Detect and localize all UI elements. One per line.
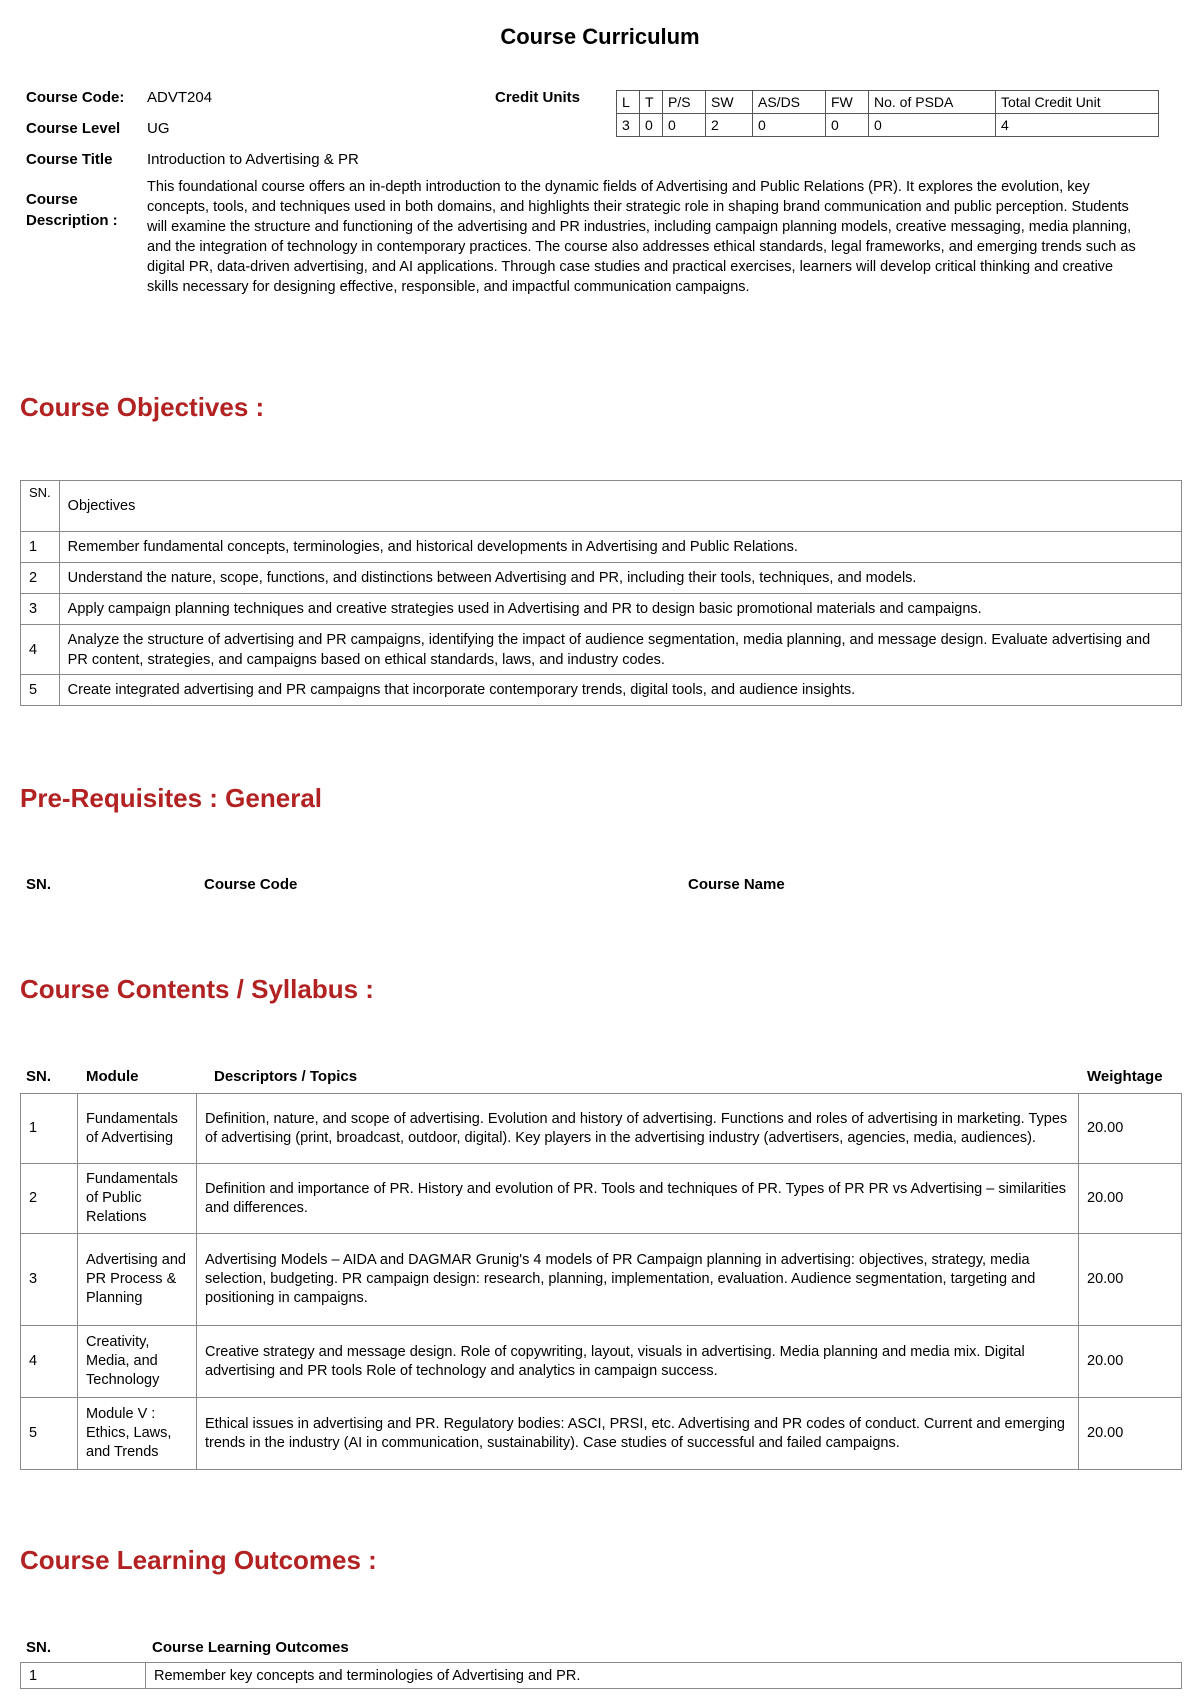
course-title-label: Course Title — [26, 151, 113, 168]
credit-header-cell: Total Credit Unit — [996, 91, 1159, 114]
syllabus-topics: Ethical issues in advertising and PR. Regulatory bodies: ASCI, PRSI, etc. Advertising and PR codes of conduct. Current and emerging trends in the industry (AI in communication, sustainability). Case studies of successful and failed campaigns. — [197, 1398, 1079, 1470]
table-row — [21, 1326, 1182, 1398]
course-title-value: Introduction to Advertising & PR — [147, 151, 359, 168]
objective-text: Analyze the structure of advertising and PR campaigns, identifying the impact of audience segmentation, media planning, and message design. Evaluate advertising and PR content, strategies, and campaigns based on ethical standards, laws, and industry codes. — [59, 625, 1181, 675]
syllabus-sn: 4 — [21, 1326, 78, 1398]
syllabus-topics-header: Descriptors / Topics — [214, 1068, 358, 1085]
objective-sn: 2 — [21, 563, 60, 594]
credit-value-cell: 0 — [640, 114, 663, 137]
credit-header-cell: L — [617, 91, 640, 114]
page-title: Course Curriculum — [500, 24, 700, 49]
credit-value-cell: 2 — [706, 114, 753, 137]
outcomes-sn-header: SN. — [26, 1639, 52, 1656]
syllabus-weight: 20.00 — [1079, 1094, 1182, 1164]
prereq-sn-header: SN. — [26, 876, 52, 893]
syllabus-weight: 20.00 — [1079, 1164, 1182, 1234]
syllabus-weight: 20.00 — [1079, 1234, 1182, 1326]
outcomes-table — [20, 1662, 1182, 1689]
objectives-heading: Course Objectives : — [20, 392, 265, 422]
credit-value-cell: 0 — [869, 114, 996, 137]
syllabus-topics: Definition and importance of PR. History and evolution of PR. Tools and techniques of PR. Types of PR PR vs Advertising – similarities and differences. — [197, 1164, 1079, 1234]
syllabus-heading: Course Contents / Syllabus : — [20, 974, 374, 1004]
credit-value-cell: 0 — [753, 114, 826, 137]
course-description-label: Course Description : — [26, 191, 118, 229]
syllabus-module: Creativity, Media, and Technology — [78, 1326, 197, 1398]
syllabus-topics: Creative strategy and message design. Role of copywriting, layout, visuals in advertising. Media planning and media mix. Digital advertising and PR tools Role of technology and analytics in campaign success. — [197, 1326, 1079, 1398]
syllabus-weight: 20.00 — [1079, 1398, 1182, 1470]
table-row — [21, 594, 1182, 625]
syllabus-sn: 3 — [21, 1234, 78, 1326]
course-code-label: Course Code: — [26, 89, 125, 106]
objective-text: Understand the nature, scope, functions, and distinctions between Advertising and PR, including their tools, techniques, and models. — [59, 563, 1181, 594]
table-row — [21, 532, 1182, 563]
objectives-sn-header: SN. — [21, 481, 60, 532]
objectives-text-header: Objectives — [59, 481, 1181, 532]
course-level-value: UG — [147, 120, 170, 137]
syllabus-sn: 1 — [21, 1094, 78, 1164]
objective-sn: 3 — [21, 594, 60, 625]
credit-units-table — [616, 90, 1159, 137]
table-row — [21, 563, 1182, 594]
credit-header-cell: No. of PSDA — [869, 91, 996, 114]
syllabus-sn: 2 — [21, 1164, 78, 1234]
credit-header-cell: FW — [826, 91, 869, 114]
objective-text: Create integrated advertising and PR campaigns that incorporate contemporary trends, digital tools, and audience insights. — [59, 675, 1181, 706]
table-row — [21, 675, 1182, 706]
credit-header-cell: AS/DS — [753, 91, 826, 114]
syllabus-table — [20, 1093, 1182, 1470]
course-code-value: ADVT204 — [147, 89, 213, 106]
syllabus-sn-header: SN. — [26, 1068, 52, 1085]
table-row — [21, 625, 1182, 675]
syllabus-module: Fundamentals of Public Relations — [78, 1164, 197, 1234]
objective-text: Apply campaign planning techniques and creative strategies used in Advertising and PR to design basic promotional materials and campaigns. — [59, 594, 1181, 625]
table-row — [21, 1663, 1182, 1689]
objective-sn: 5 — [21, 675, 60, 706]
outcome-text: Remember key concepts and terminologies of Advertising and PR. — [146, 1663, 1182, 1689]
outcomes-heading: Course Learning Outcomes : — [20, 1545, 377, 1575]
credit-header-cell: T — [640, 91, 663, 114]
table-row — [21, 1234, 1182, 1326]
syllabus-topics: Advertising Models – AIDA and DAGMAR Grunig's 4 models of PR Campaign planning in advertising: objectives, strategy, media selection, budgeting. PR campaign design: research, planning, implementation, evaluation. Audience segmentation, targeting and positioning in campaigns. — [197, 1234, 1079, 1326]
syllabus-module: Advertising and PR Process & Planning — [78, 1234, 197, 1326]
syllabus-module: Module V : Ethics, Laws, and Trends — [78, 1398, 197, 1470]
syllabus-weight: 20.00 — [1079, 1326, 1182, 1398]
credit-units-label: Credit Units — [495, 89, 581, 106]
objective-sn: 1 — [21, 532, 60, 563]
credit-value-row — [617, 114, 1159, 137]
table-row — [21, 1164, 1182, 1234]
syllabus-module: Fundamentals of Advertising — [78, 1094, 197, 1164]
objective-text: Remember fundamental concepts, terminologies, and historical developments in Advertising and Public Relations. — [59, 532, 1181, 563]
syllabus-weight-header: Weightage — [1087, 1068, 1163, 1085]
syllabus-topics: Definition, nature, and scope of advertising. Evolution and history of advertising. Functions and roles of advertising in marketing. Types of advertising (print, broadcast, outdoor, digital). Key players in the advertising industry (advertisers, agencies, media, audiences). — [197, 1094, 1079, 1164]
prereq-code-header: Course Code — [204, 876, 298, 893]
objectives-table — [20, 480, 1182, 706]
syllabus-module-header: Module — [86, 1068, 139, 1085]
credit-value-cell: 0 — [663, 114, 706, 137]
prereq-heading: Pre-Requisites : General — [20, 783, 322, 813]
syllabus-sn: 5 — [21, 1398, 78, 1470]
table-row — [21, 1398, 1182, 1470]
table-row — [21, 1094, 1182, 1164]
credit-header-cell: SW — [706, 91, 753, 114]
credit-value-cell: 4 — [996, 114, 1159, 137]
credit-header-row — [617, 91, 1159, 114]
prereq-name-header: Course Name — [688, 876, 785, 893]
credit-header-cell: P/S — [663, 91, 706, 114]
outcome-sn: 1 — [21, 1663, 146, 1689]
course-level-label: Course Level — [26, 120, 121, 137]
credit-value-cell: 3 — [617, 114, 640, 137]
objectives-header-row — [21, 481, 1182, 532]
objective-sn: 4 — [21, 625, 60, 675]
credit-value-cell: 0 — [826, 114, 869, 137]
course-description: This foundational course offers an in-depth introduction to the dynamic fields of Advertising and Public Relations (PR). It explores the evolution, key concepts, tools, and techniques used in both domains, and highlights their strategic role in shaping brand communication and public perception. Students will examine the structure and functioning of the advertising and PR industries, including campaign planning models, creative messaging, media planning, and the integration of technology in contemporary practices. The course also addresses ethical standards, legal frameworks, and emerging trends such as digital PR, data-driven advertising, and AI applications. Through case studies and practical exercises, learners will develop critical thinking and creative skills necessary for designing effective, responsible, and impactful communication campaigns. — [147, 179, 1136, 295]
outcomes-text-header: Course Learning Outcomes — [152, 1639, 349, 1656]
